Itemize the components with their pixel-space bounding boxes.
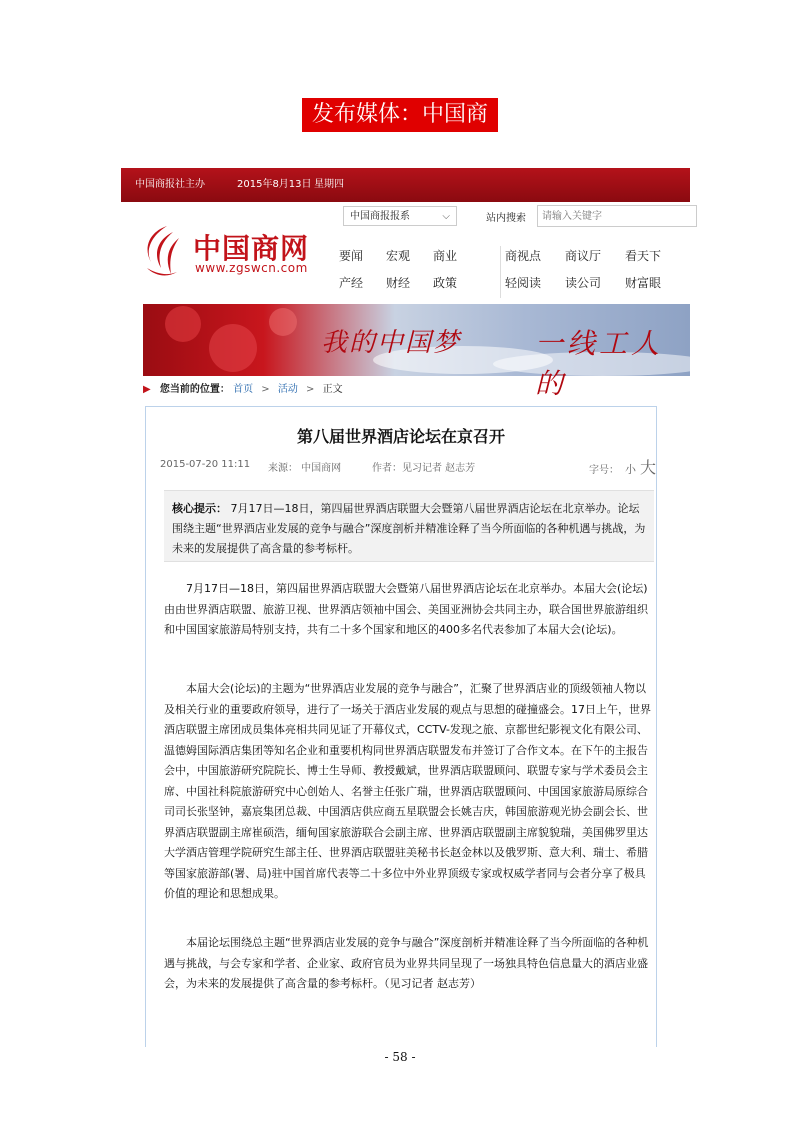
- search-label: 站内搜索: [486, 213, 526, 224]
- media-title: 发布媒体：中国商报: [302, 98, 498, 132]
- chevron-right-icon: >: [261, 384, 270, 395]
- top-bar: [121, 168, 690, 202]
- breadcrumb-activity[interactable]: 活动: [277, 384, 298, 395]
- logo-url[interactable]: www.zgswcn.com: [195, 261, 308, 275]
- summary-box: [164, 490, 654, 562]
- nav-item[interactable]: 财富眼: [625, 276, 662, 290]
- summary-key: 核心提示：: [172, 502, 227, 515]
- date-text: 2015年8月13日: [237, 179, 312, 190]
- newspaper-select-value: 中国商报报系: [350, 211, 410, 222]
- paragraph-2: 本届大会(论坛)的主题为“世界酒店业发展的竞争与融合”，汇聚了世界酒店业的顶级领袖人物以及相关行业的重要政府领导，进行了一场关于酒店业发展的观点与思想的碰撞盛会。17日上午，世界酒店联盟主席团成员集体亮相共同见证了开幕仪式，CCTV-发现之旅、京都世纪影视文化有限公司、温德姆国际酒店集团等知名企业和重要机构同世界酒店联盟发布并签订了合作文本。在下午的主报告会中，中国旅游研究院院长、博士生导师、教授戴斌，世界酒店联盟顾问、联盟专家与学术委员会主席、中国社科院旅游研究中心创始人、名誉主任张广瑞，世界酒店联盟顾问、中国国家旅游局原综合司司长张坚钟，嘉宸集团总裁、中国酒店供应商五星联盟会长姚吉庆，韩国旅游观光协会副会长、世界酒店联盟副主席崔硕浩，缅甸国家旅游联合会副主席、世界酒店联盟副主席貌貌瑞，美国佛罗里达大学酒店管理学院研究生部主任、世界酒店联盟驻美秘书长赵金林以及俄罗斯、意大利、瑞士、希腊等国家旅游部(署、局)驻中国首席代表等二十多位中外业界顶级专家或权威学者同与会者分享了极具价值的理论和思想成果。: [164, 682, 651, 900]
- host-text: 中国商报社主办: [135, 179, 205, 190]
- breadcrumb-label: 您当前的位置：: [159, 384, 230, 395]
- banner-text-1: 我的中国梦: [321, 328, 462, 358]
- screenshot: [121, 168, 690, 1030]
- newspaper-select[interactable]: [343, 206, 457, 226]
- nav-item[interactable]: 财经: [386, 276, 411, 290]
- font-size-control: [589, 455, 656, 478]
- site-header: [121, 202, 690, 300]
- logo-swirl-icon[interactable]: [137, 222, 189, 282]
- page-number: - 58 -: [384, 1050, 416, 1064]
- nav-item[interactable]: 要闻: [339, 249, 364, 263]
- chevron-down-icon: ⌵: [442, 211, 450, 222]
- arrow-right-icon: ▶: [143, 384, 151, 395]
- nav-row-2-right: [505, 274, 685, 291]
- nav-item[interactable]: 轻阅读: [505, 276, 542, 290]
- nav-item[interactable]: 政策: [433, 276, 458, 290]
- nav-item[interactable]: 商视点: [505, 249, 542, 263]
- font-small-button[interactable]: 小: [624, 463, 636, 476]
- nav-item[interactable]: 读公司: [565, 276, 602, 290]
- article-author: 作者：见习记者 赵志芳: [372, 463, 476, 474]
- nav-item[interactable]: 宏观: [386, 249, 411, 263]
- nav-row-1-left: [339, 247, 480, 264]
- banner-text-2: 一线工人的: [535, 327, 664, 400]
- article-source: 来源： 中国商网: [268, 463, 342, 474]
- article: [145, 406, 657, 1047]
- chevron-right-icon: >: [306, 384, 315, 395]
- breadcrumb-current: 正文: [322, 384, 343, 395]
- font-large-button[interactable]: 大: [639, 458, 656, 477]
- font-size-label: 字号：: [588, 465, 619, 476]
- search-input[interactable]: [537, 205, 697, 227]
- breadcrumb: [143, 380, 673, 400]
- nav-item[interactable]: 看天下: [625, 249, 662, 263]
- article-date: 2015-07-20 11:11: [160, 459, 251, 470]
- summary-text: 7月17日—18日，第四届世界酒店联盟大会暨第八届世界酒店论坛在北京举办。论坛围绕主题“世界酒店业发展的竞争与融合”深度剖析并精准诠释了当今所面临的各种机遇与挑战，为未来的发展提供了高含量的参考标杆。: [172, 502, 646, 555]
- article-title: 第八届世界酒店论坛在京召开: [296, 427, 505, 446]
- breadcrumb-home[interactable]: 首页: [233, 384, 254, 395]
- nav-row-2-left: [339, 274, 480, 291]
- weekday-text: 星期四: [314, 179, 344, 190]
- nav-row-1-right: [505, 247, 685, 264]
- paragraph-3: 本届论坛围绕总主题“世界酒店业发展的竞争与融合”深度剖析并精准诠释了当今所面临的各种机遇与挑战，与会专家和学者、企业家、政府官员为业界共同呈现了一场独具特色信息量大的酒店业盛会，为未来的发展提供了高含量的参考标杆。（见习记者 赵志芳）: [164, 936, 649, 990]
- nav-item[interactable]: 商议厅: [565, 249, 602, 263]
- nav-item[interactable]: 产经: [339, 276, 364, 290]
- paragraph-1: 7月17日—18日，第四届世界酒店联盟大会暨第八届世界酒店论坛在北京举办。本届大会(论坛)由由世界酒店联盟、旅游卫视、世界酒店领袖中国会、美国亚洲协会共同主办，联合国世界旅游组织和中国国家旅游局特别支持，共有二十多个国家和地区的400多名代表参加了本届大会(论坛)。: [164, 582, 648, 636]
- nav-divider: [500, 246, 501, 298]
- nav-item[interactable]: 商业: [433, 249, 458, 263]
- logo-name[interactable]: 中国商网: [193, 232, 310, 265]
